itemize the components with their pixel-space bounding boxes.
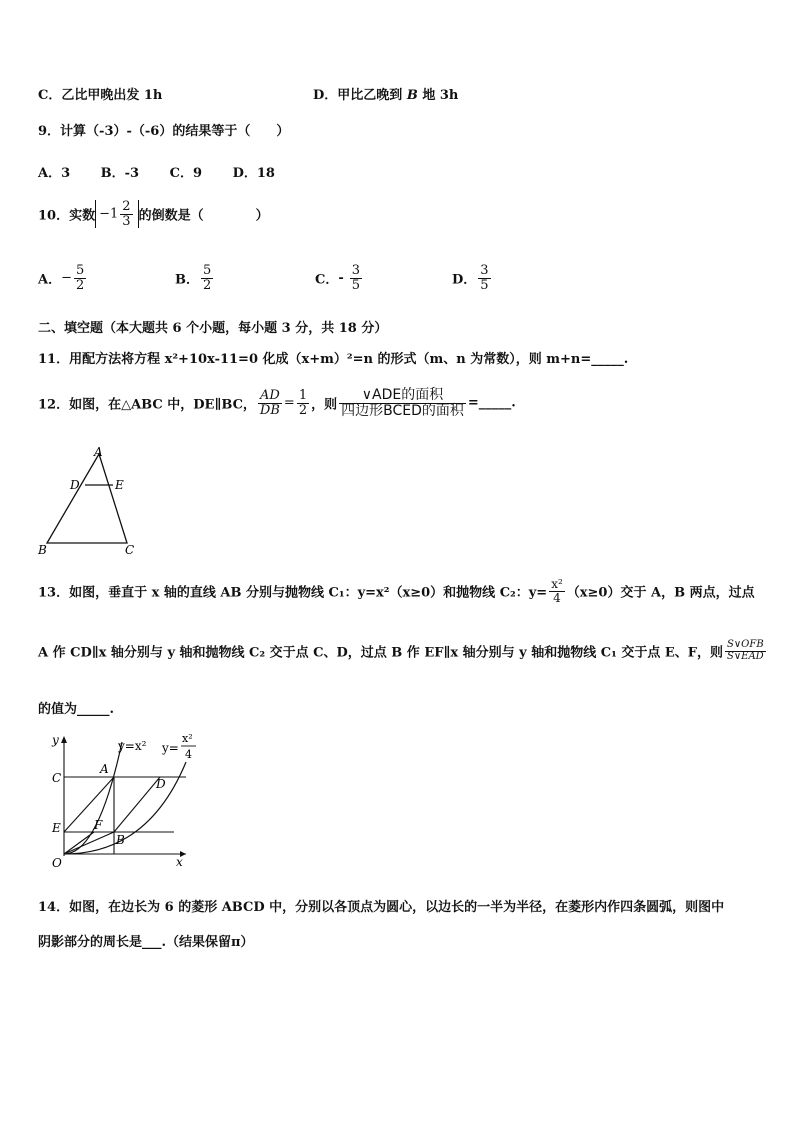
- q12-post: =_____.: [467, 395, 516, 411]
- q12-stem: [38, 388, 516, 418]
- q12-mid: ，则: [311, 397, 338, 413]
- label-f: F: [94, 818, 103, 832]
- q12-ratio-num: AD: [260, 388, 280, 404]
- label-c: C: [125, 543, 135, 557]
- segment-bd: [114, 777, 160, 832]
- q10-post: 的倒数是（ ）: [138, 208, 269, 224]
- q13-line3: 的值为_____.: [38, 702, 115, 717]
- q10-stem: [38, 200, 269, 228]
- q12-eq: =: [283, 395, 295, 411]
- q10-option-d: [452, 264, 493, 292]
- q8-option-d: [313, 84, 458, 103]
- q11-text: 11．用配方法将方程 x²+10x-11=0 化成（x+m）²=n 的形式（m、n 为常数），则 m+n=_____.: [38, 352, 629, 367]
- label-c2-num: x²: [182, 732, 193, 745]
- label-e: E: [115, 478, 124, 492]
- label-d: D: [70, 478, 80, 492]
- parabola-c1: [64, 742, 122, 854]
- q13-parabola-figure: [36, 726, 196, 871]
- label-c2-pre: y=: [162, 741, 179, 755]
- q12-ratio-den: DB: [259, 402, 280, 418]
- q10-option-d-den: 5: [480, 277, 489, 293]
- label-c: C: [52, 771, 62, 785]
- q10-abs-int: 1: [110, 206, 119, 222]
- q9-options: [38, 162, 275, 181]
- q10-option-a-sign: −: [61, 270, 72, 286]
- q10-option-d-label: D．: [452, 272, 477, 288]
- q9-option-b: B．-3: [100, 166, 140, 181]
- q10-option-b-den: 2: [203, 277, 212, 293]
- label-o: O: [52, 856, 62, 870]
- label-c1: y=x²: [118, 739, 147, 753]
- q10-option-a-num: 5: [76, 263, 85, 278]
- q10-option-c-sign: -: [338, 270, 344, 286]
- q13-line1-post: （x≥0）交于 A，B 两点，过点: [566, 585, 755, 601]
- q13-s-den: S∨EAD: [726, 650, 764, 662]
- q9-stem: 9．计算（-3）-（-6）的结果等于（ ）: [38, 124, 290, 139]
- q9-option-d: D．18: [232, 166, 275, 181]
- q10-option-c-label: C．: [315, 272, 339, 288]
- q8-option-d-post: 地 3h: [417, 88, 459, 103]
- q12-triangle-figure: [36, 444, 140, 559]
- segment-ea: [64, 777, 114, 832]
- q10-option-c: [315, 264, 364, 292]
- q9-option-c: C．9: [169, 166, 203, 181]
- q10-option-a: [38, 264, 88, 292]
- label-x-axis: x: [176, 855, 183, 869]
- q13-line1: [38, 578, 755, 604]
- q12-value-num: 1: [298, 388, 308, 404]
- q13-s-num: S∨OFB: [727, 639, 764, 650]
- q12-area-den: 四边形BCED的面积: [341, 402, 464, 419]
- q13-line2: [38, 640, 768, 662]
- q10-option-c-num: 3: [351, 263, 361, 278]
- q10-option-d-num: 3: [480, 263, 489, 278]
- label-b: B: [38, 543, 47, 557]
- q14-line1: 14．如图，在边长为 6 的菱形 ABCD 中，分别以各顶点为圆心，以边长的一半为半径，在菱形内作四条圆弧，则图中: [38, 900, 725, 915]
- q8-option-d-var: B: [406, 88, 418, 103]
- q13-frac-num: x²: [551, 577, 563, 591]
- q12-value-den: 2: [298, 402, 308, 418]
- y-axis-arrow-icon: [61, 736, 67, 743]
- triangle-abc: [47, 454, 127, 543]
- q13-line2-pre: A 作 CD∥x 轴分别与 y 轴和抛物线 C₂ 交于点 C、D，过点 B 作 EF∥x 轴分别与 y 轴和抛物线 C₁ 交于点 E、F，则: [38, 645, 723, 661]
- q10-option-a-label: A．: [38, 272, 62, 288]
- q10-option-c-den: 5: [351, 277, 361, 293]
- label-a: A: [94, 445, 103, 459]
- q10-option-b-label: B．: [175, 272, 199, 288]
- q10-option-b: [175, 264, 215, 292]
- q13-line1-pre: 13．如图，垂直于 x 轴的直线 AB 分别与抛物线 C₁：y=x²（x≥0）和抛物线 C₂：y=: [38, 585, 548, 601]
- q10-option-b-num: 5: [203, 263, 212, 278]
- q10-pre: 10．实数: [38, 208, 96, 224]
- q12-area-num: ∨ADE的面积: [361, 387, 444, 403]
- label-d: D: [156, 777, 166, 791]
- q10-abs-expression: −1 $\frac{2}{3}$: [95, 200, 138, 228]
- q12-pre: 12．如图，在△ABC 中，DE∥BC，: [38, 397, 256, 413]
- q13-frac-den: 4: [549, 591, 565, 605]
- q10-option-a-den: 2: [76, 277, 85, 293]
- q14-line2: 阴影部分的周长是___.（结果保留π）: [38, 935, 254, 950]
- q8-option-d-pre: D．甲比乙晚到: [313, 88, 407, 103]
- q10-abs-den: 3: [122, 213, 131, 229]
- label-y-axis: y: [52, 733, 59, 747]
- label-e: E: [52, 821, 61, 835]
- label-b: B: [116, 833, 125, 847]
- q9-option-a: A．3: [38, 166, 71, 181]
- q10-abs-num: 2: [122, 199, 131, 214]
- label-c2-den: 4: [185, 748, 192, 761]
- section-title: 二、填空题（本大题共 6 个小题，每小题 3 分，共 18 分）: [38, 321, 388, 336]
- q8-option-c: C．乙比甲晚出发 1h: [38, 88, 163, 103]
- label-a: A: [100, 762, 109, 776]
